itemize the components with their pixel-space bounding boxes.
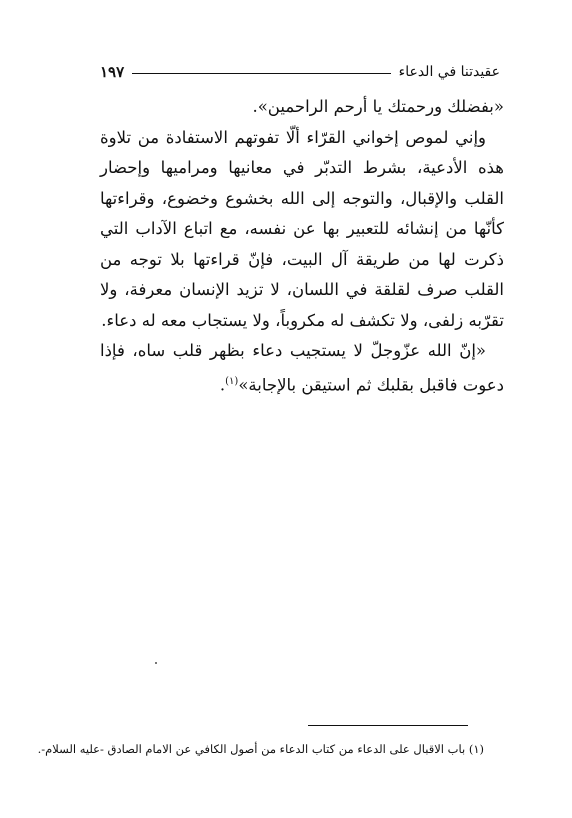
footnote-divider	[308, 725, 468, 726]
paragraph-2	[100, 123, 504, 337]
header-title: عقيدتنا في الدعاء	[398, 64, 500, 80]
running-header	[100, 60, 500, 84]
page-speck	[155, 662, 157, 664]
page-number: ١٩٧	[100, 63, 125, 81]
paragraph-3	[100, 336, 504, 401]
paragraph-2-line-1: وإني لموص إخواني القرّاء ألّا تفوتهم الاستفادة من تلاوة هذه	[100, 127, 504, 177]
paragraph-2-line-2: الأدعية، بشرط التدبّر في معانيها ومراميها وإحضار القلب والإقبال،	[100, 158, 504, 208]
paragraph-2-line-7: دعاء.	[101, 310, 137, 330]
paragraph-3-line-1: «إنّ الله عزّوجلّ لا يستجيب دعاء بظهر قلب ساه، فإذا دعوت	[100, 341, 504, 394]
footnote-reference[interactable]: (١)	[225, 375, 239, 387]
paragraph-3-line-2: فاقبل بقلبك ثم استيقن بالإجابة»	[238, 375, 458, 394]
header-rule	[132, 73, 390, 74]
paragraph-2-line-6: معرفة، ولا تقرّبه زلفى، ولا تكشف له مكروباً، ولا يستجاب معه له	[100, 280, 504, 330]
paragraph-2-line-3: والتوجه إلى الله بخشوع وخضوع، وقراءتها كأنّها من إنشائه للتعبير بها	[100, 188, 504, 238]
body-text	[100, 92, 504, 401]
paragraph-2-line-4: عن نفسه، مع اتباع الآداب التي ذكرت لها من طريقة آل البيت، فإنّ	[100, 219, 505, 269]
paragraph-1	[100, 92, 504, 123]
paragraph-2-line-5: قراءتها بلا توجه من القلب صرف لقلقة في اللسان، لا تزيد الإنسان	[100, 249, 504, 299]
paragraph-3-period: .	[219, 375, 226, 394]
paragraph-1-line-1: «بفضلك ورحمتك يا أرحم الراحمين».	[252, 97, 504, 116]
footnote: (١) باب الاقبال على الدعاء من كتاب الدعاء من أصول الكافي عن الامام الصادق -عليه السلام-.	[37, 742, 484, 756]
